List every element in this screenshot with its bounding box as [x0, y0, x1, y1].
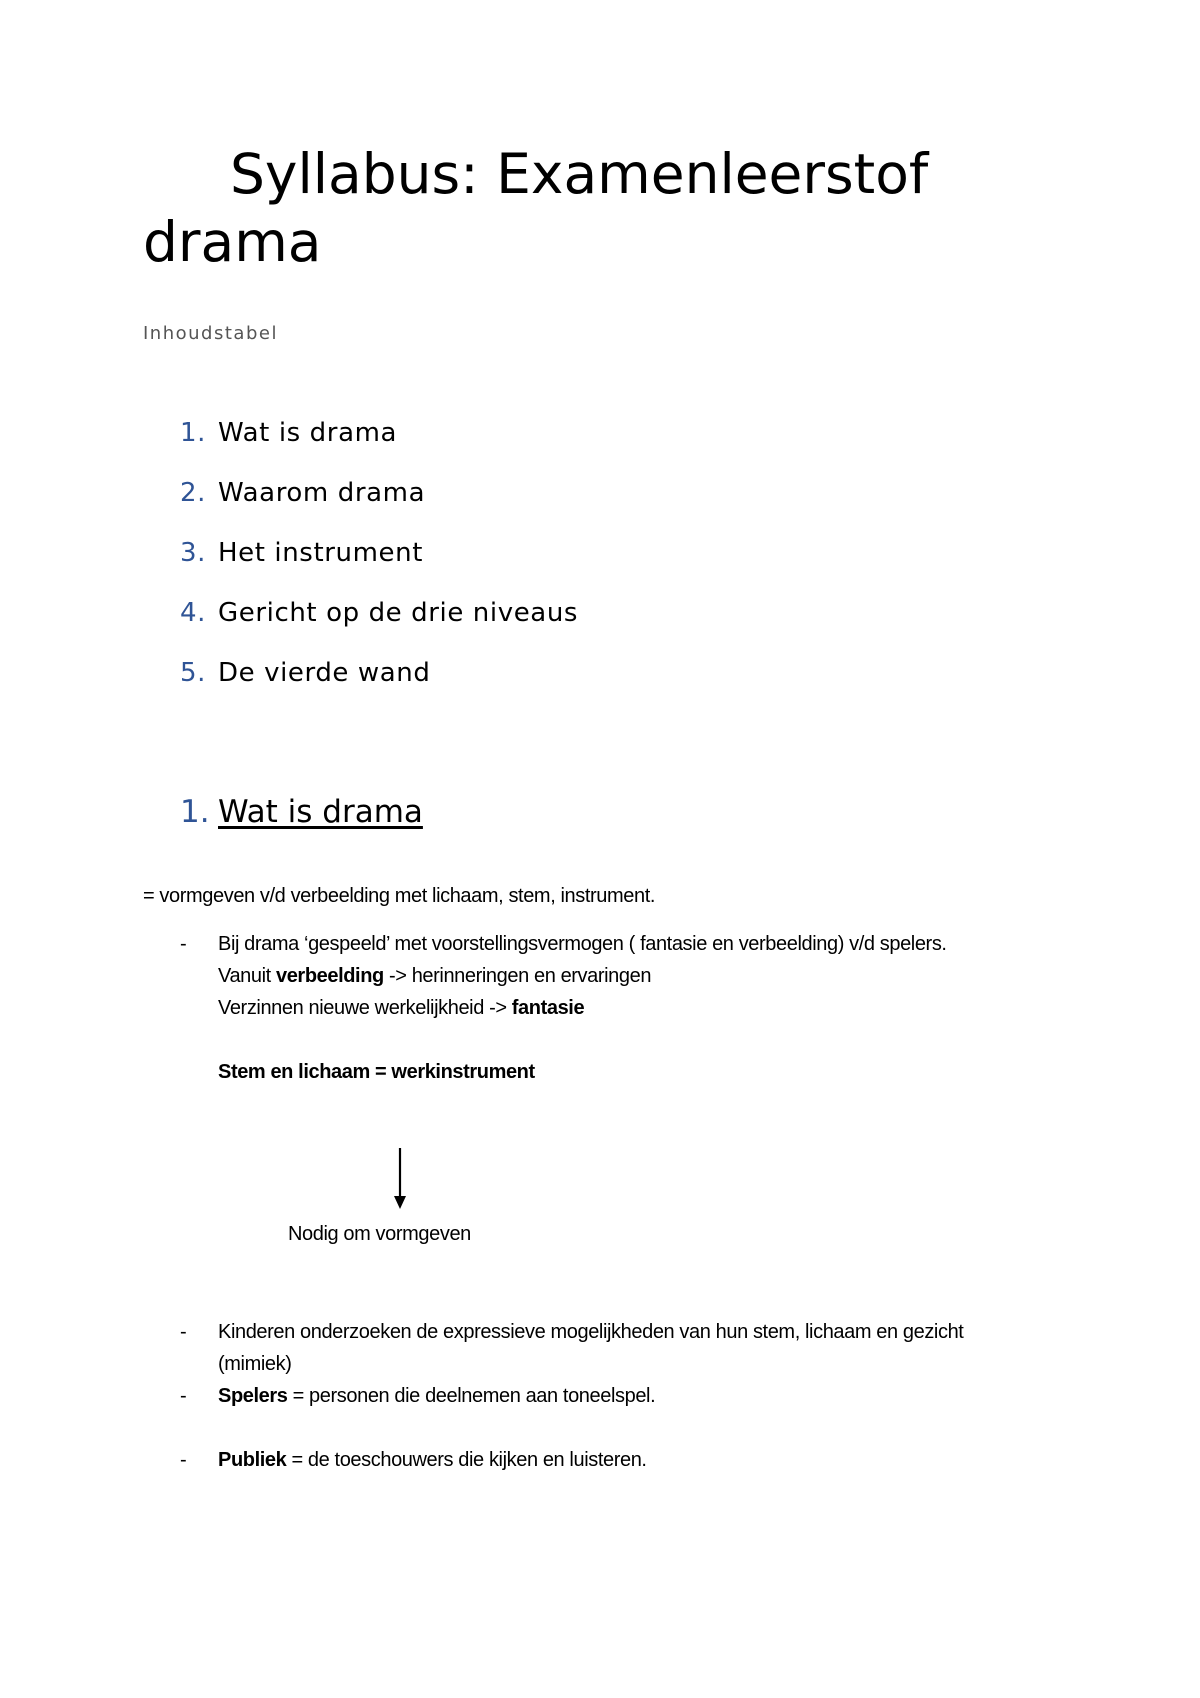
- toc-label: Inhoudstabel: [143, 323, 278, 344]
- list-item: - Publiek = de toeschouwers die kijken en luisteren.: [180, 1444, 1020, 1476]
- list-item: - Bij drama ‘gespeeld’ met voorstellingsvermogen ( fantasie en verbeelding) v/d spelers. Vanuit verbeelding -> herinneringen en ervaringen Verzinnen nieuwe werkelijkheid -> fantasie Stem en lichaam = werkinstrument: [180, 928, 1020, 1088]
- bullet-dash: -: [180, 1321, 187, 1343]
- bullet-dash: -: [180, 1385, 187, 1407]
- arrow-caption: Nodig om vormgeven: [288, 1223, 471, 1245]
- toc-item: 4. Gericht op de drie niveaus: [180, 598, 579, 628]
- title-line-1: Syllabus: Examenleerstof: [230, 142, 929, 206]
- title-line-2: drama: [143, 210, 322, 274]
- table-of-contents: [180, 418, 578, 718]
- list-item: - Spelers = personen die deelnemen aan toneelspel.: [180, 1380, 1020, 1412]
- bullet-dash: -: [180, 933, 187, 955]
- toc-item: 5. De vierde wand: [180, 658, 431, 688]
- toc-item: 1. Wat is drama: [180, 418, 398, 448]
- toc-item: 3. Het instrument: [180, 538, 424, 568]
- toc-item: 2. Waarom drama: [180, 478, 426, 508]
- list-item: - Kinderen onderzoeken de expressieve mogelijkheden van hun stem, lichaam en gezicht (mimiek): [180, 1316, 1020, 1380]
- definition-text: = vormgeven v/d verbeelding met lichaam, stem, instrument.: [143, 885, 656, 907]
- arrow-down-icon: [393, 1148, 407, 1210]
- document-title: [143, 140, 1043, 276]
- section-heading: 1. Wat is drama: [180, 794, 423, 830]
- bullet-list: [180, 928, 1020, 1088]
- bullet-dash: -: [180, 1449, 187, 1471]
- bullet-list-2: [180, 1316, 1020, 1476]
